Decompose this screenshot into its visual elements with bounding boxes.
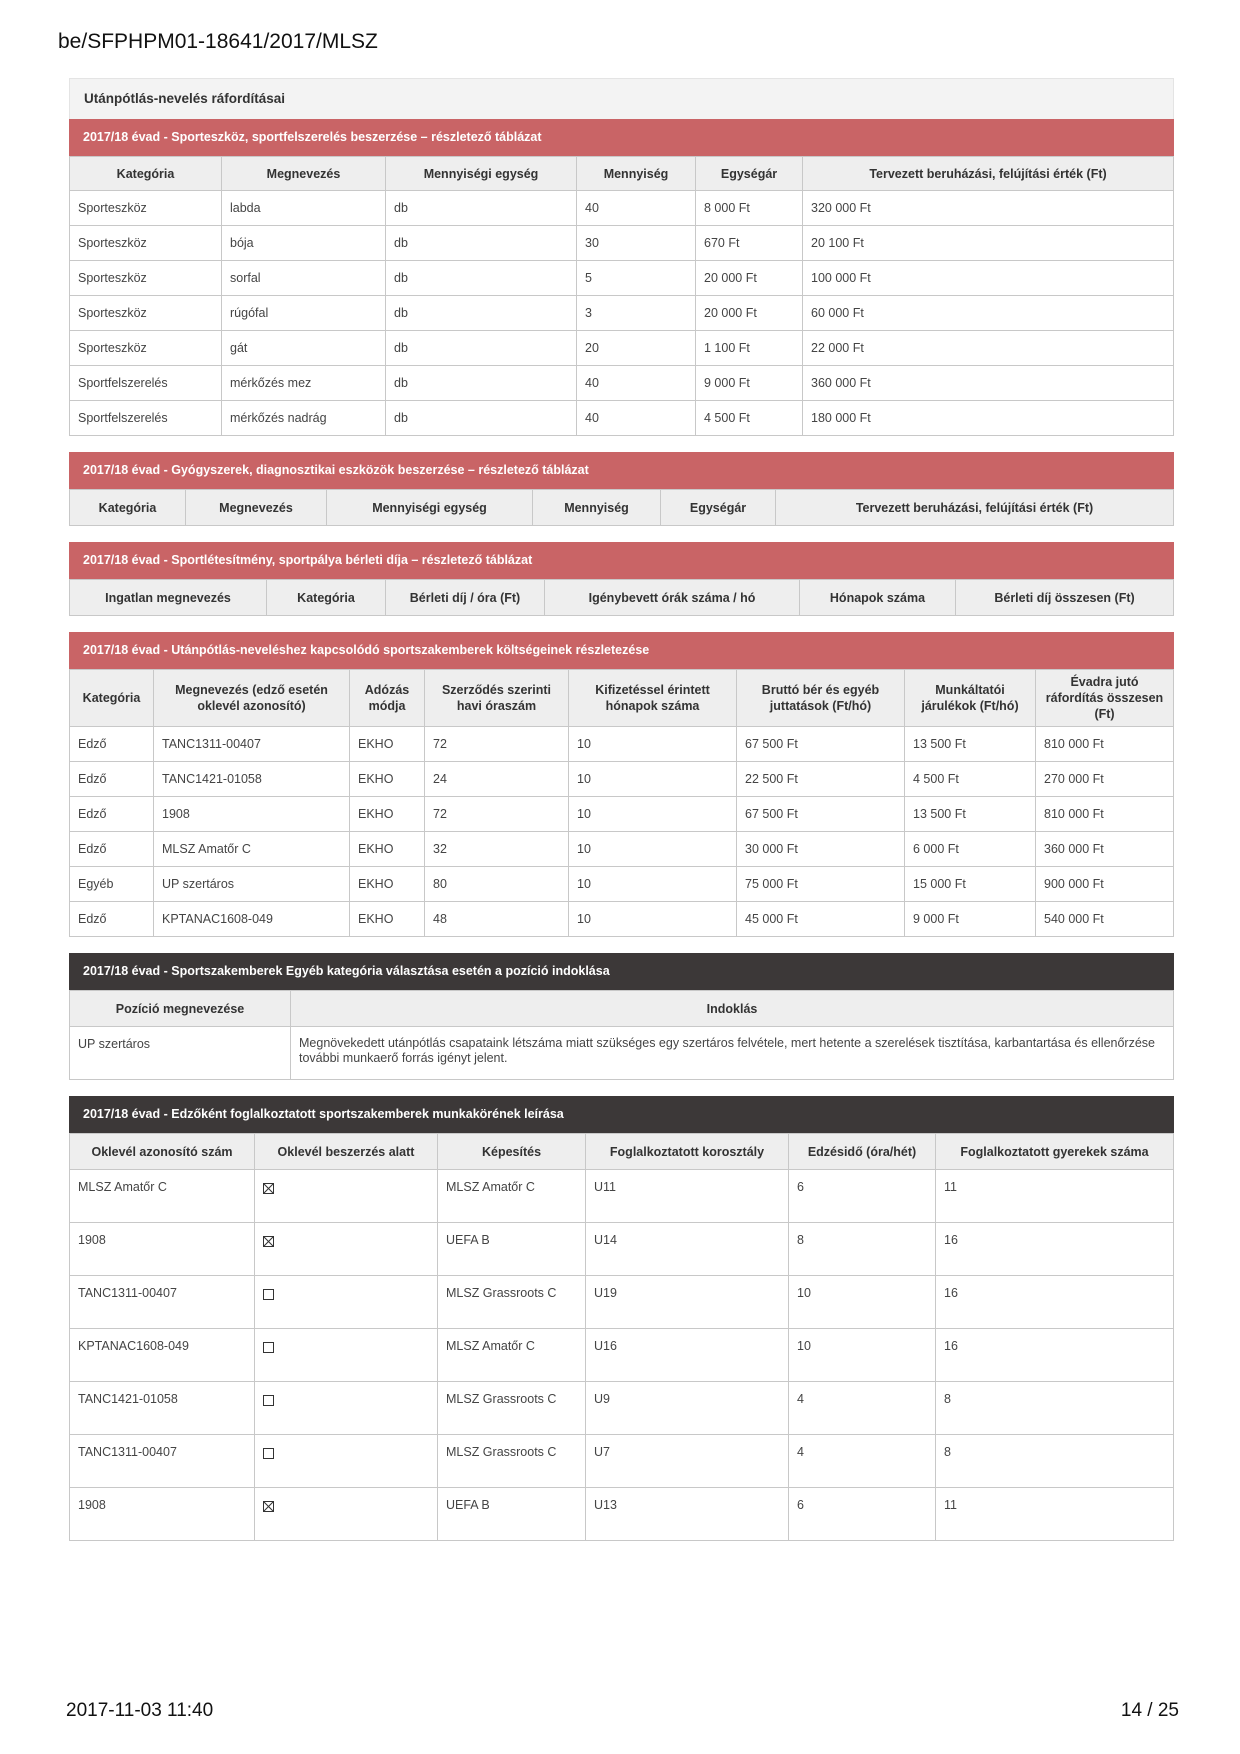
name-cell: TANC1421-01058 (154, 762, 350, 797)
table-row (70, 1276, 1174, 1329)
diploma-id-cell: TANC1311-00407 (70, 1276, 255, 1329)
table-row (70, 1488, 1174, 1541)
table-row (70, 331, 1174, 366)
item-name-cell: bója (222, 226, 386, 261)
tax-method-cell: EKHO (350, 762, 425, 797)
section-coach-job-description (69, 1096, 1174, 1541)
column-header: Megnevezés (edző esetén oklevél azonosító) (154, 670, 350, 727)
tax-method-cell: EKHO (350, 902, 425, 937)
section-medicine (69, 452, 1174, 526)
table-row (70, 1329, 1174, 1382)
training-hours-cell: 4 (789, 1382, 936, 1435)
column-header: Egységár (661, 490, 776, 526)
training-hours-cell: 4 (789, 1435, 936, 1488)
tax-method-cell: EKHO (350, 832, 425, 867)
column-header: Bruttó bér és egyéb juttatások (Ft/hó) (737, 670, 905, 727)
item-name-cell: mérkőzés nadrág (222, 401, 386, 436)
training-hours-cell: 8 (789, 1223, 936, 1276)
gross-salary-cell: 22 500 Ft (737, 762, 905, 797)
qualification-cell: MLSZ Amatőr C (438, 1329, 586, 1382)
column-header: Kategória (70, 157, 222, 191)
planned-value-cell: 320 000 Ft (803, 191, 1174, 226)
table-header-row (70, 670, 1174, 727)
checkbox-empty-icon[interactable] (263, 1289, 274, 1300)
column-header: Képesítés (438, 1134, 586, 1170)
table-row (70, 902, 1174, 937)
table-header-row (70, 490, 1174, 526)
medicine-table (69, 489, 1174, 526)
pending-cell (255, 1329, 438, 1382)
column-header: Szerződés szerinti havi óraszám (425, 670, 569, 727)
children-count-cell: 11 (936, 1488, 1174, 1541)
checkbox-checked-icon[interactable] (263, 1501, 274, 1512)
monthly-hours-cell: 72 (425, 797, 569, 832)
position-name: UP szertáros (70, 1027, 291, 1080)
children-count-cell: 8 (936, 1435, 1174, 1488)
children-count-cell: 16 (936, 1329, 1174, 1382)
checkbox-checked-icon[interactable] (263, 1183, 274, 1194)
section-title: 2017/18 évad - Edzőként foglalkoztatott sportszakemberek munkakörének leírása (69, 1096, 1174, 1133)
section-title: 2017/18 évad - Gyógyszerek, diagnosztikai eszközök beszerzése – részletező táblázat (69, 452, 1174, 489)
equipment-table (69, 156, 1174, 436)
planned-value-cell: 180 000 Ft (803, 401, 1174, 436)
column-header: Edzésidő (óra/hét) (789, 1134, 936, 1170)
qualification-cell: MLSZ Amatőr C (438, 1170, 586, 1223)
age-group-cell: U13 (586, 1488, 789, 1541)
season-total-cell: 540 000 Ft (1036, 902, 1174, 937)
quantity-cell: 40 (577, 366, 696, 401)
monthly-hours-cell: 48 (425, 902, 569, 937)
table-row (70, 727, 1174, 762)
training-hours-cell: 10 (789, 1329, 936, 1382)
diploma-id-cell: TANC1421-01058 (70, 1382, 255, 1435)
table-row (70, 296, 1174, 331)
quantity-cell: 20 (577, 331, 696, 366)
unit-price-cell: 9 000 Ft (696, 366, 803, 401)
quantity-cell: 30 (577, 226, 696, 261)
season-total-cell: 360 000 Ft (1036, 832, 1174, 867)
page-number: 14 / 25 (1120, 1700, 1179, 1721)
months-cell: 10 (569, 902, 737, 937)
gross-salary-cell: 45 000 Ft (737, 902, 905, 937)
table-row (70, 1170, 1174, 1223)
children-count-cell: 16 (936, 1276, 1174, 1329)
tax-method-cell: EKHO (350, 867, 425, 902)
gross-salary-cell: 75 000 Ft (737, 867, 905, 902)
pending-cell (255, 1382, 438, 1435)
unit-cell: db (386, 331, 577, 366)
diploma-id-cell: KPTANAC1608-049 (70, 1329, 255, 1382)
column-header: Megnevezés (222, 157, 386, 191)
age-group-cell: U9 (586, 1382, 789, 1435)
table-row (70, 226, 1174, 261)
name-cell: TANC1311-00407 (154, 727, 350, 762)
category-cell: Sportfelszerelés (70, 366, 222, 401)
table-header-row (70, 580, 1174, 616)
diploma-id-cell: 1908 (70, 1223, 255, 1276)
pending-cell (255, 1276, 438, 1329)
checkbox-empty-icon[interactable] (263, 1342, 274, 1353)
qualification-cell: UEFA B (438, 1223, 586, 1276)
employer-contribution-cell: 9 000 Ft (905, 902, 1036, 937)
unit-price-cell: 8 000 Ft (696, 191, 803, 226)
season-total-cell: 270 000 Ft (1036, 762, 1174, 797)
category-cell: Egyéb (70, 867, 154, 902)
season-total-cell: 810 000 Ft (1036, 727, 1174, 762)
table-row (70, 1382, 1174, 1435)
training-hours-cell: 6 (789, 1488, 936, 1541)
months-cell: 10 (569, 867, 737, 902)
checkbox-empty-icon[interactable] (263, 1395, 274, 1406)
column-header: Foglalkoztatott gyerekek száma (936, 1134, 1174, 1170)
children-count-cell: 16 (936, 1223, 1174, 1276)
qualification-cell: MLSZ Grassroots C (438, 1276, 586, 1329)
section-title: 2017/18 évad - Utánpótlás-neveléshez kapcsolódó sportszakemberek költségeinek részletezése (69, 632, 1174, 669)
diploma-id-cell: 1908 (70, 1488, 255, 1541)
planned-value-cell: 20 100 Ft (803, 226, 1174, 261)
category-cell: Sporteszköz (70, 226, 222, 261)
facility-rent-table (69, 579, 1174, 616)
column-header: Munkáltatói járulékok (Ft/hó) (905, 670, 1036, 727)
category-cell: Edző (70, 832, 154, 867)
age-group-cell: U11 (586, 1170, 789, 1223)
monthly-hours-cell: 72 (425, 727, 569, 762)
unit-cell: db (386, 226, 577, 261)
column-header: Adózás módja (350, 670, 425, 727)
age-group-cell: U7 (586, 1435, 789, 1488)
column-header: Kategória (267, 580, 386, 616)
category-cell: Sporteszköz (70, 331, 222, 366)
monthly-hours-cell: 80 (425, 867, 569, 902)
column-header: Ingatlan megnevezés (70, 580, 267, 616)
training-hours-cell: 10 (789, 1276, 936, 1329)
section-facility-rent (69, 542, 1174, 616)
unit-price-cell: 670 Ft (696, 226, 803, 261)
name-cell: 1908 (154, 797, 350, 832)
employer-contribution-cell: 4 500 Ft (905, 762, 1036, 797)
table-header-row (70, 1134, 1174, 1170)
planned-value-cell: 360 000 Ft (803, 366, 1174, 401)
name-cell: MLSZ Amatőr C (154, 832, 350, 867)
column-header: Évadra jutó ráfordítás összesen (Ft) (1036, 670, 1174, 727)
category-cell: Sporteszköz (70, 296, 222, 331)
monthly-hours-cell: 24 (425, 762, 569, 797)
employer-contribution-cell: 6 000 Ft (905, 832, 1036, 867)
table-row (70, 261, 1174, 296)
column-header: Kategória (70, 490, 186, 526)
section-other-position-justification (69, 953, 1174, 1080)
item-name-cell: sorfal (222, 261, 386, 296)
months-cell: 10 (569, 797, 737, 832)
column-header: Egységár (696, 157, 803, 191)
planned-value-cell: 22 000 Ft (803, 331, 1174, 366)
training-hours-cell: 6 (789, 1170, 936, 1223)
season-total-cell: 810 000 Ft (1036, 797, 1174, 832)
planned-value-cell: 100 000 Ft (803, 261, 1174, 296)
column-header: Mennyiségi egység (327, 490, 533, 526)
column-header: Tervezett beruházási, felújítási érték (Ft) (803, 157, 1174, 191)
table-row (70, 867, 1174, 902)
footer-timestamp: 2017-11-03 11:40 (66, 1700, 214, 1721)
employer-contribution-cell: 13 500 Ft (905, 797, 1036, 832)
category-cell: Sporteszköz (70, 191, 222, 226)
table-row (70, 1435, 1174, 1488)
season-total-cell: 900 000 Ft (1036, 867, 1174, 902)
column-header: Kategória (70, 670, 154, 727)
item-name-cell: gát (222, 331, 386, 366)
table-row (70, 762, 1174, 797)
column-header: Igénybevett órák száma / hó (545, 580, 800, 616)
qualification-cell: MLSZ Grassroots C (438, 1435, 586, 1488)
column-header: Tervezett beruházási, felújítási érték (Ft) (776, 490, 1174, 526)
category-cell: Edző (70, 727, 154, 762)
employer-contribution-cell: 13 500 Ft (905, 727, 1036, 762)
pending-cell (255, 1170, 438, 1223)
justification-text: Megnövekedett utánpótlás csapataink létszáma miatt szükséges egy szertáros felvétele, mert hetente a szerelések tisztítása, karbantartása és ellenőrzése további munkaerő forrás igényt jelent. (291, 1027, 1174, 1080)
table-row (70, 401, 1174, 436)
children-count-cell: 11 (936, 1170, 1174, 1223)
item-name-cell: labda (222, 191, 386, 226)
column-header: Bérleti díj összesen (Ft) (956, 580, 1174, 616)
pending-cell (255, 1435, 438, 1488)
column-header: Foglalkoztatott korosztály (586, 1134, 789, 1170)
category-cell: Sporteszköz (70, 261, 222, 296)
category-cell: Sportfelszerelés (70, 401, 222, 436)
table-header-row (70, 157, 1174, 191)
section-staff-costs (69, 632, 1174, 937)
column-header: Pozíció megnevezése (70, 991, 291, 1027)
gross-salary-cell: 67 500 Ft (737, 797, 905, 832)
table-row (70, 191, 1174, 226)
unit-cell: db (386, 296, 577, 331)
months-cell: 10 (569, 762, 737, 797)
coach-job-table (69, 1133, 1174, 1541)
column-header: Hónapok száma (800, 580, 956, 616)
column-header: Indoklás (291, 991, 1174, 1027)
main-title: Utánpótlás-nevelés ráfordításai (69, 78, 1174, 119)
item-name-cell: mérkőzés mez (222, 366, 386, 401)
category-cell: Edző (70, 762, 154, 797)
age-group-cell: U16 (586, 1329, 789, 1382)
name-cell: KPTANAC1608-049 (154, 902, 350, 937)
tax-method-cell: EKHO (350, 727, 425, 762)
gross-salary-cell: 30 000 Ft (737, 832, 905, 867)
section-title: 2017/18 évad - Sporteszköz, sportfelszerelés beszerzése – részletező táblázat (69, 119, 1174, 156)
planned-value-cell: 60 000 Ft (803, 296, 1174, 331)
unit-cell: db (386, 261, 577, 296)
category-cell: Edző (70, 902, 154, 937)
unit-cell: db (386, 401, 577, 436)
table-row (70, 366, 1174, 401)
children-count-cell: 8 (936, 1382, 1174, 1435)
months-cell: 10 (569, 727, 737, 762)
age-group-cell: U19 (586, 1276, 789, 1329)
checkbox-empty-icon[interactable] (263, 1448, 274, 1459)
position-justification-table (69, 990, 1174, 1080)
table-row (70, 1223, 1174, 1276)
employer-contribution-cell: 15 000 Ft (905, 867, 1036, 902)
pending-cell (255, 1488, 438, 1541)
column-header: Kifizetéssel érintett hónapok száma (569, 670, 737, 727)
diploma-id-cell: MLSZ Amatőr C (70, 1170, 255, 1223)
staff-costs-table (69, 669, 1174, 937)
column-header: Megnevezés (186, 490, 327, 526)
table-row (70, 832, 1174, 867)
section-title: 2017/18 évad - Sportlétesítmény, sportpálya bérleti díja – részletező táblázat (69, 542, 1174, 579)
qualification-cell: MLSZ Grassroots C (438, 1382, 586, 1435)
months-cell: 10 (569, 832, 737, 867)
quantity-cell: 40 (577, 191, 696, 226)
diploma-id-cell: TANC1311-00407 (70, 1435, 255, 1488)
gross-salary-cell: 67 500 Ft (737, 727, 905, 762)
unit-price-cell: 1 100 Ft (696, 331, 803, 366)
unit-price-cell: 20 000 Ft (696, 261, 803, 296)
column-header: Mennyiség (577, 157, 696, 191)
unit-price-cell: 4 500 Ft (696, 401, 803, 436)
quantity-cell: 40 (577, 401, 696, 436)
pending-cell (255, 1223, 438, 1276)
unit-cell: db (386, 191, 577, 226)
tax-method-cell: EKHO (350, 797, 425, 832)
qualification-cell: UEFA B (438, 1488, 586, 1541)
column-header: Oklevél azonosító szám (70, 1134, 255, 1170)
column-header: Bérleti díj / óra (Ft) (386, 580, 545, 616)
column-header: Mennyiség (533, 490, 661, 526)
column-header: Oklevél beszerzés alatt (255, 1134, 438, 1170)
quantity-cell: 5 (577, 261, 696, 296)
document-id: be/SFPHPM01-18641/2017/MLSZ (58, 30, 378, 53)
checkbox-checked-icon[interactable] (263, 1236, 274, 1247)
monthly-hours-cell: 32 (425, 832, 569, 867)
column-header: Mennyiségi egység (386, 157, 577, 191)
category-cell: Edző (70, 797, 154, 832)
section-title: 2017/18 évad - Sportszakemberek Egyéb kategória választása esetén a pozíció indoklása (69, 953, 1174, 990)
item-name-cell: rúgófal (222, 296, 386, 331)
quantity-cell: 3 (577, 296, 696, 331)
unit-price-cell: 20 000 Ft (696, 296, 803, 331)
table-row (70, 797, 1174, 832)
table-header-row (70, 991, 1174, 1027)
table-row (70, 1027, 1174, 1080)
section-sports-equipment (69, 119, 1174, 436)
content (69, 78, 1174, 1557)
unit-cell: db (386, 366, 577, 401)
name-cell: UP szertáros (154, 867, 350, 902)
age-group-cell: U14 (586, 1223, 789, 1276)
